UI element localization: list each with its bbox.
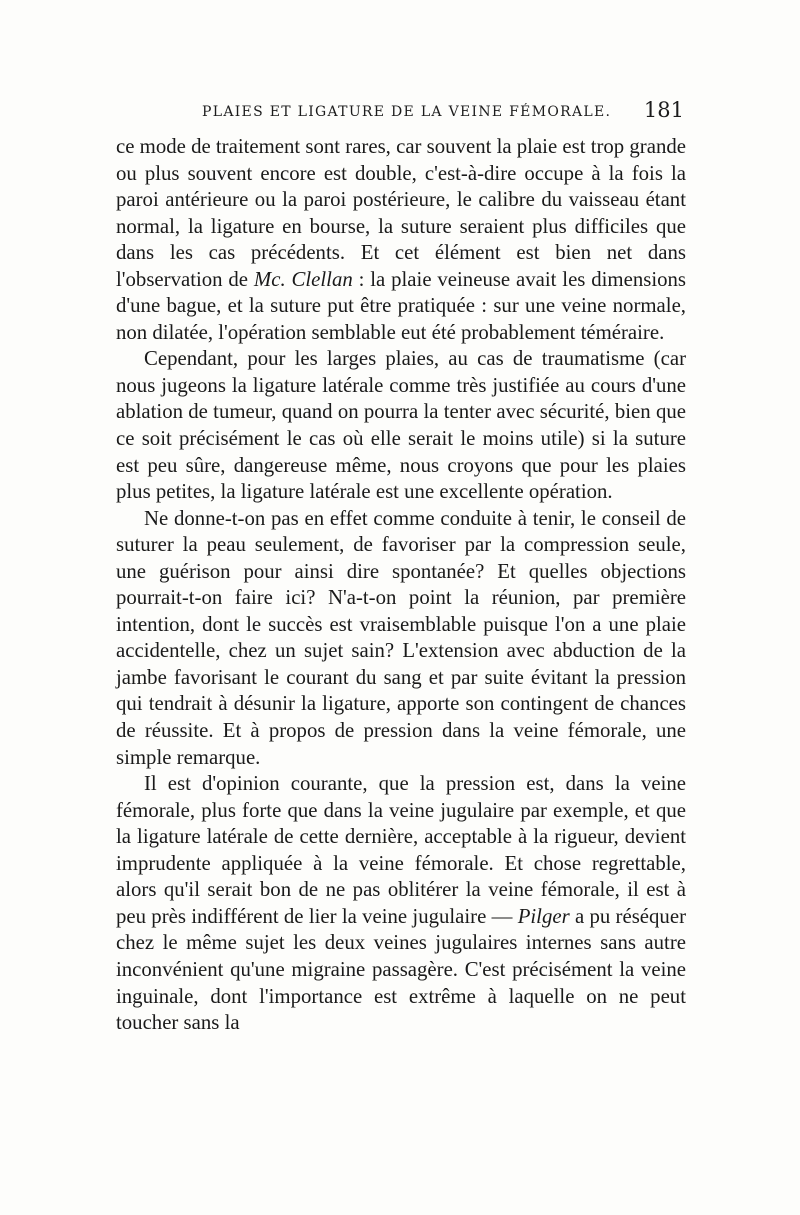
text-run: a pu réséquer chez le même sujet les deux veines jugulaires internes sans autre inconvénient qu'une migraine passagère. C'est précisément la veine inguinale, dont l'importance est extrême à laquelle on ne peut toucher sans la (116, 904, 686, 1035)
body-text (116, 134, 686, 1037)
text-run: ce mode de traitement sont rares, car souvent la plaie est trop grande ou plus souvent encore est double, c'est-à-dire occupe à la fois la paroi antérieure ou la paroi postérieure, le calibre du vaisseau étant normal, la ligature en bourse, la suture seraient plus difficiles que dans les cas précédents. Et cet élément est bien net dans l'observation de (116, 135, 686, 291)
text-run: : la plaie veineuse avait les dimensions d'une bague, et la suture put être pratiquée : sur une veine normale, non dilatée, l'opération semblable eut été probablement téméraire. (116, 267, 686, 344)
paragraph-il-est (116, 771, 686, 1036)
author-name-mc-clellan: Mc. Clellan (253, 267, 353, 291)
running-head (116, 100, 686, 128)
paragraph-ne-donne-t-on: Ne donne-t-on pas en effet comme conduite à tenir, le conseil de suturer la peau seulement, de favoriser par la compression seule, une guérison pour ainsi dire spontanée? Et quelles objections pourrait-t-on faire ici? N'a-t-on point la réunion, par première intention, dont le succès est vraisemblable puisque l'on a une plaie accidentelle, chez un sujet sain? L'extension avec abduction de la jambe favorisant le courant du sang et par suite évitant la pression qui tendrait à désunir la ligature, apporte son contingent de chances de réussite. Et à propos de pression dans la veine fémorale, une simple remarque. (116, 506, 686, 769)
running-title: PLAIES ET LIGATURE DE LA VEINE FÉMORALE. (202, 104, 612, 120)
paragraph-continuation (116, 134, 686, 346)
author-name-pilger: Pilger (517, 904, 570, 928)
paragraph-cependant: Cependant, pour les larges plaies, au cas de traumatisme (car nous jugeons la ligature latérale comme très justifiée au cours d'une ablation de tumeur, quand on pourra la tenter avec sécurité, bien que ce soit précisément le cas où elle serait le moins utile) si la suture est peu sûre, dangereuse même, nous croyons que pour les plaies plus petites, la ligature latérale est une excellente opération. (116, 347, 686, 504)
page-number: 181 (643, 98, 684, 122)
text-run: Il est d'opinion courante, que la pression est, dans la veine fémorale, plus forte que dans la veine jugulaire par exemple, et que la ligature latérale de cette dernière, acceptable à la rigueur, devient imprudente appliquée à la veine fémorale. Et chose regrettable, alors qu'il serait bon de ne pas oblitérer la veine fémorale, il est à peu près indifférent de lier la veine jugulaire — (116, 772, 686, 928)
